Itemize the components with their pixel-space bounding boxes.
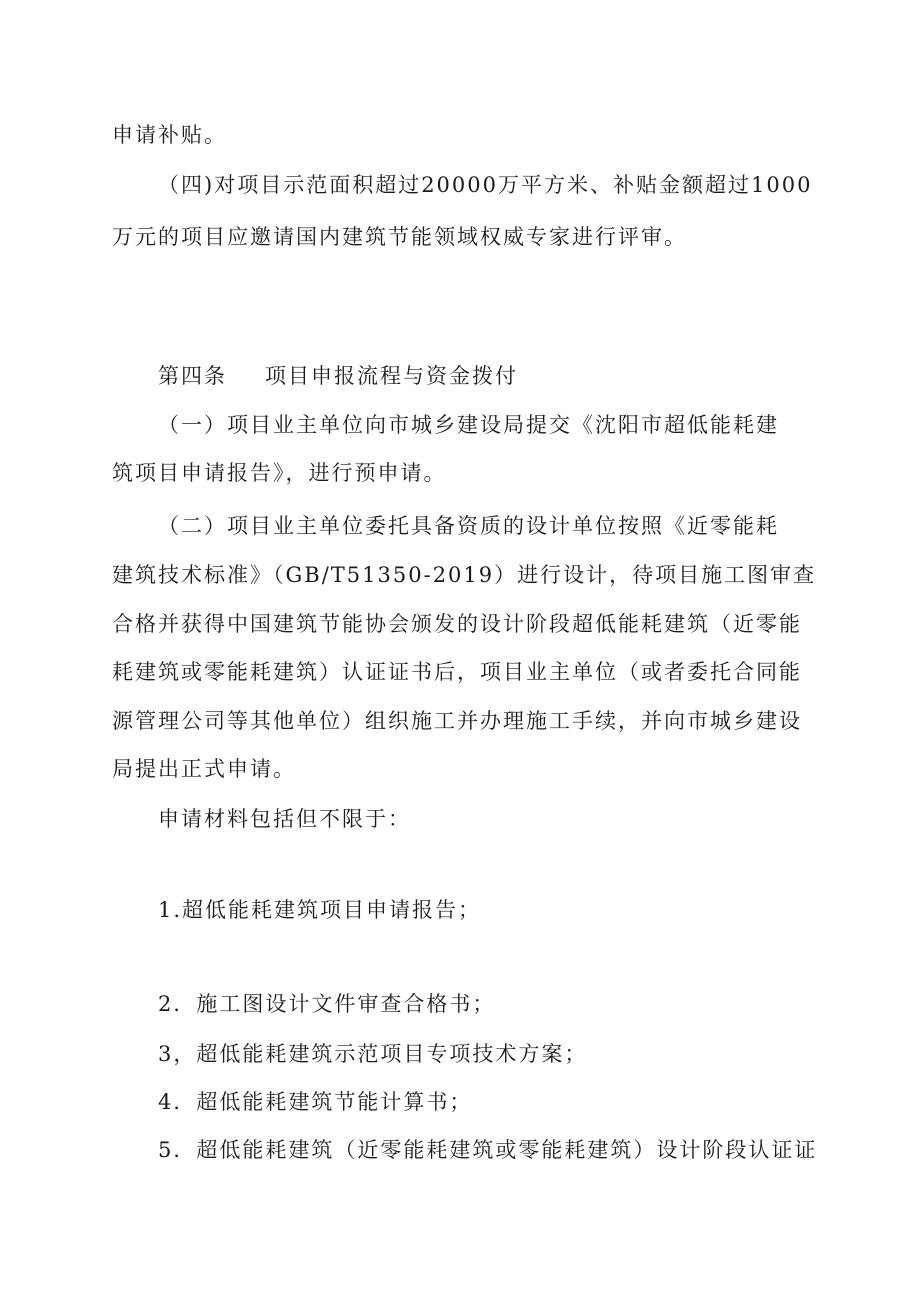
paragraph-line: （二）项目业主单位委托具备资质的设计单位按照《近零能耗 <box>158 514 779 538</box>
list-item: 4．超低能耗建筑节能计算书； <box>158 1090 473 1114</box>
list-item: 5．超低能耗建筑（近零能耗建筑或零能耗建筑）设计阶段认证证 <box>158 1138 818 1162</box>
article-title: 项目申报流程与资金拨付 <box>265 364 518 388</box>
article-heading <box>158 362 518 390</box>
list-item: 1.超低能耗建筑项目申请报告； <box>158 898 482 922</box>
list-item: 3，超低能耗建筑示范项目专项技术方案； <box>158 1042 588 1066</box>
article-number: 第四条 <box>158 364 227 388</box>
paragraph-line: 申请补贴。 <box>112 123 227 147</box>
paragraph-line: 耗建筑或零能耗建筑）认证证书后，项目业主单位（或者委托合同能 <box>112 660 802 684</box>
paragraph-line: （一）项目业主单位向市城乡建设局提交《沈阳市超低能耗建 <box>158 413 779 437</box>
list-item: 2．施工图设计文件审查合格书； <box>158 992 496 1016</box>
paragraph-line: 源管理公司等其他单位）组织施工并办理施工手续，并向市城乡建设 <box>112 709 802 733</box>
paragraph-line: 筑项目申请报告》，进行预申请。 <box>112 461 447 485</box>
paragraph-line: （四)对项目示范面积超过20000万平方米、补贴金额超过1000 <box>158 173 813 197</box>
paragraph-line: 建筑技术标准》（GB/T51350-2019）进行设计，待项目施工图审查 <box>112 563 817 587</box>
paragraph-line: 申请材料包括但不限于： <box>158 807 411 831</box>
paragraph-line: 万元的项目应邀请国内建筑节能领域权威专家进行评审。 <box>112 225 687 249</box>
paragraph-line: 合格并获得中国建筑节能协会颁发的设计阶段超低能耗建筑（近零能 <box>112 612 802 636</box>
paragraph-line: 局提出正式申请。 <box>112 757 296 781</box>
